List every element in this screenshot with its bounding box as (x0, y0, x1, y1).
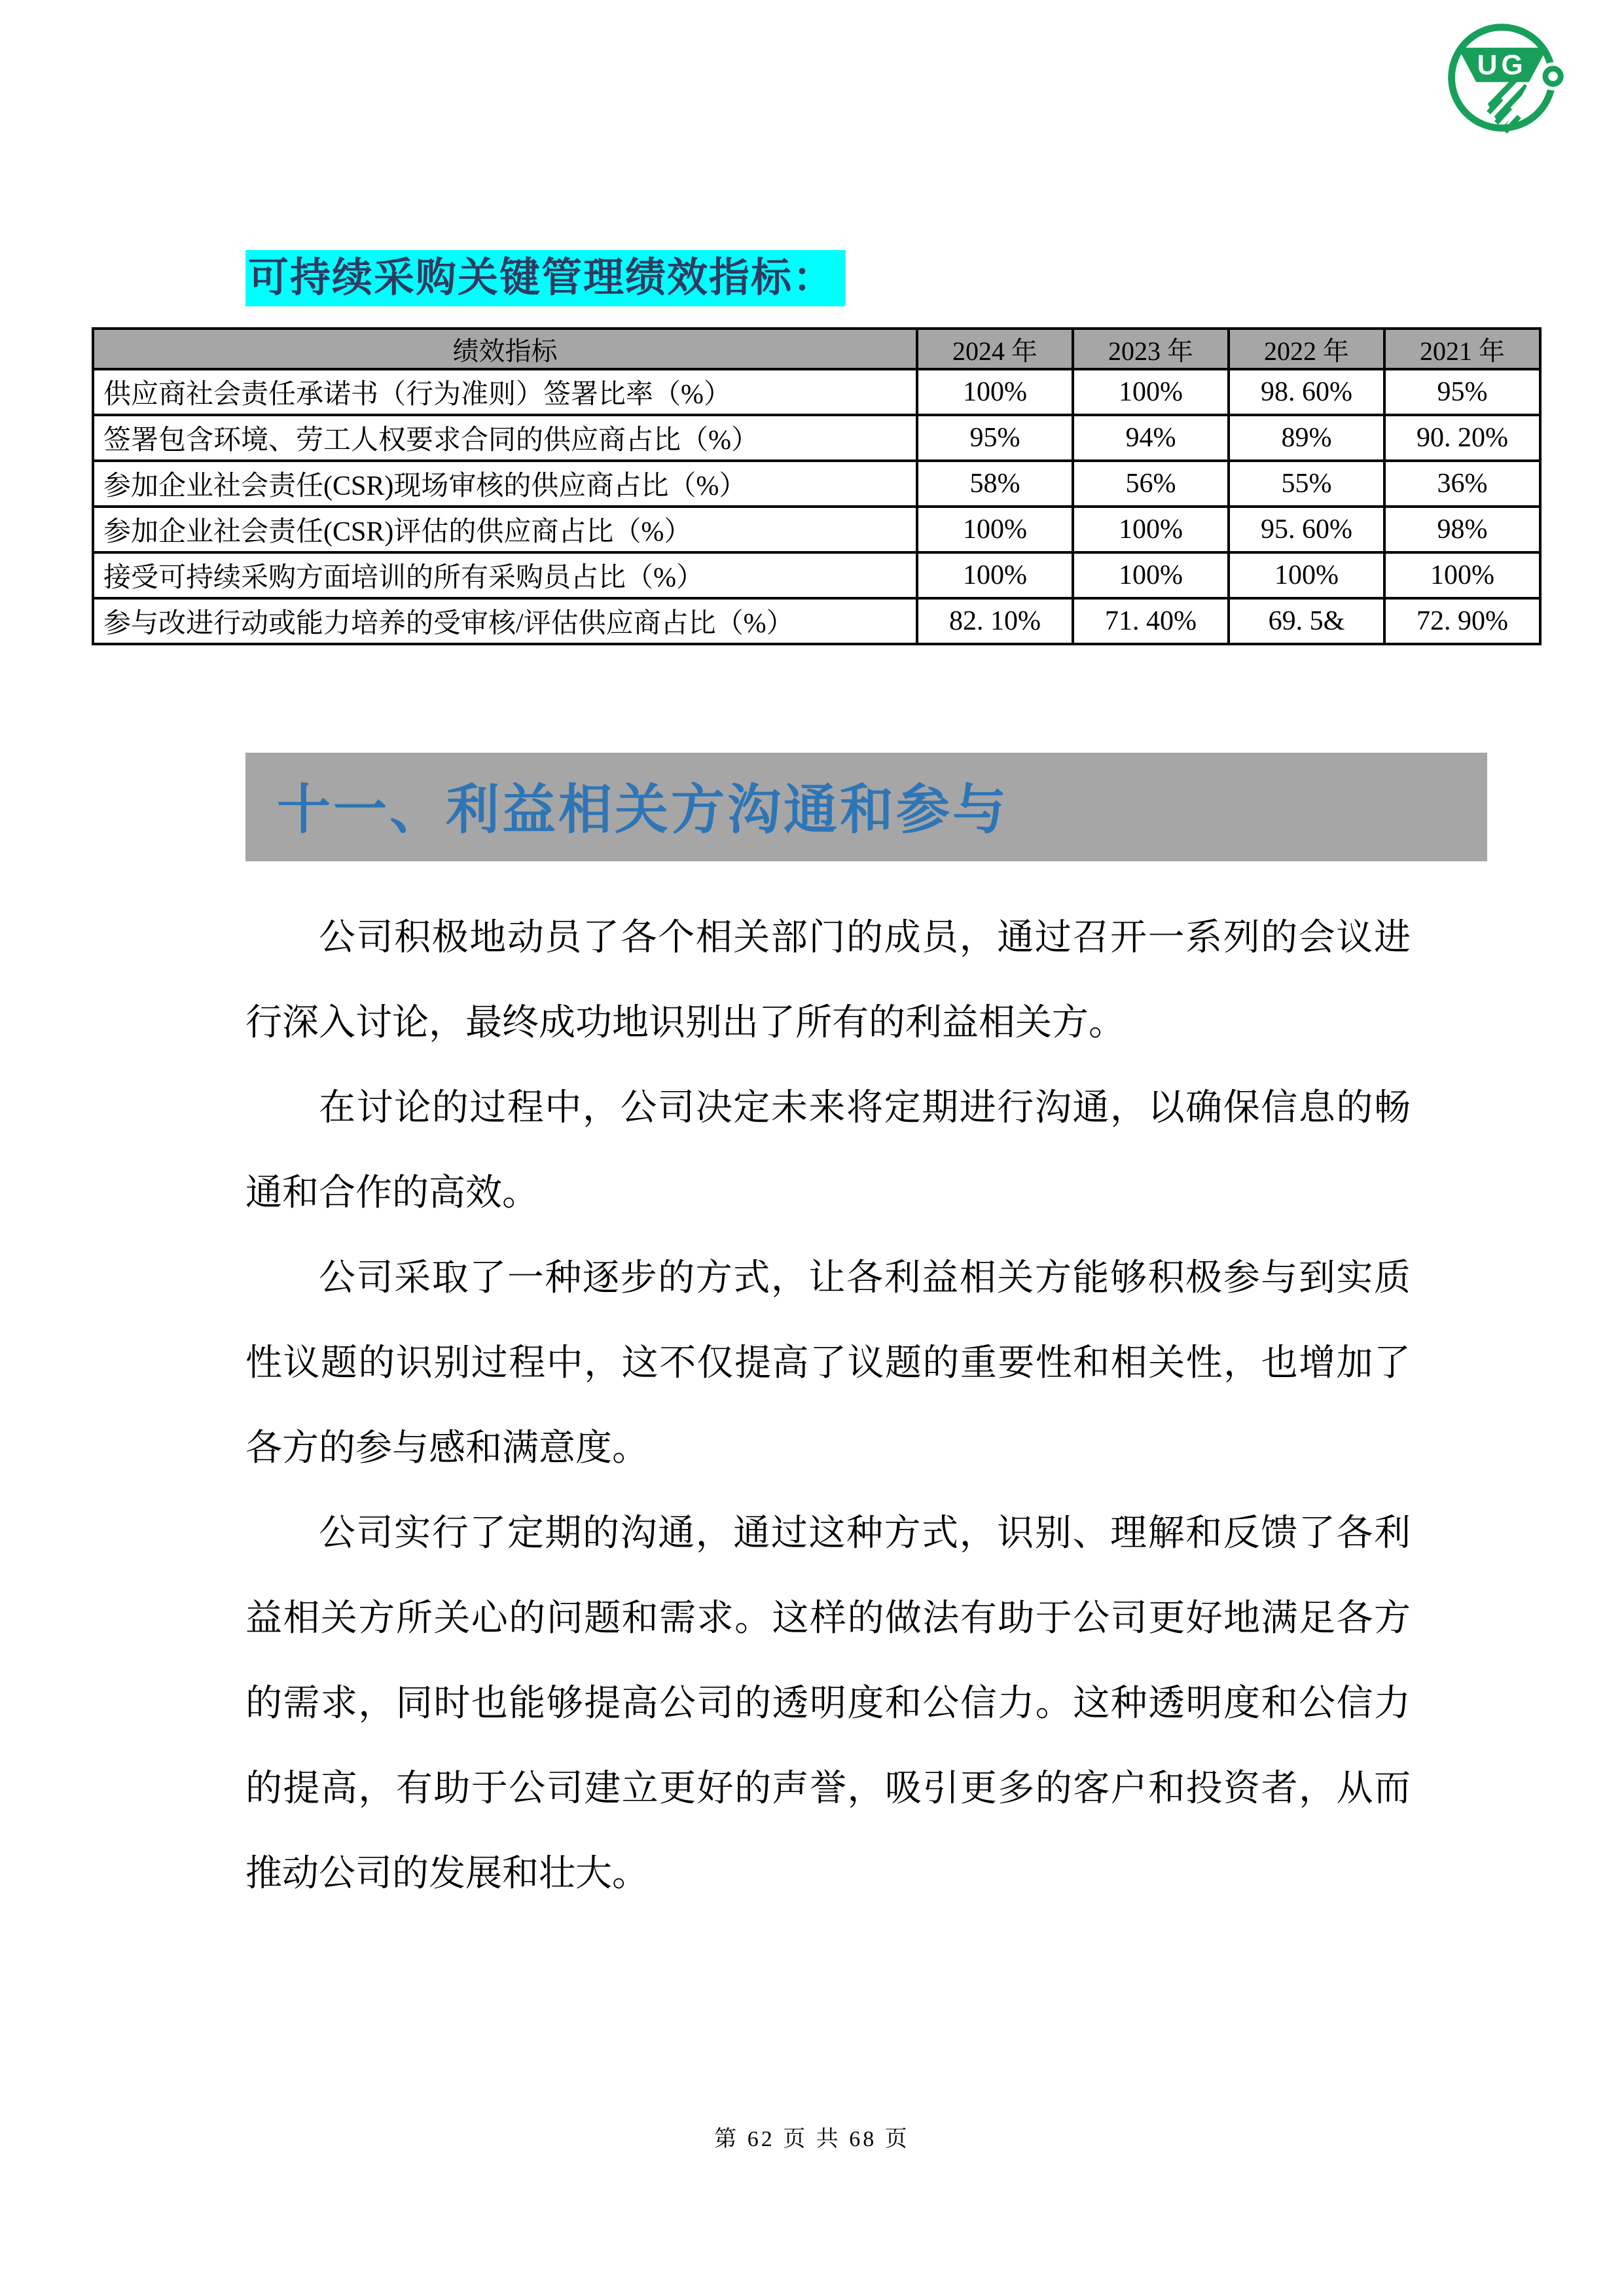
kpi-value-cell-2021: 72. 90% (1384, 598, 1540, 644)
section-title-banner (245, 753, 1487, 861)
body-paragraph: 公司采取了一种逐步的方式，让各利益相关方能够积极参与到实质性议题的识别过程中，这不仅提高了议题的重要性和相关性，也增加了各方的参与感和满意度。 (245, 1258, 1411, 1469)
kpi-value-cell-2022: 89% (1229, 415, 1384, 461)
kpi-value-cell-2024: 100% (917, 369, 1073, 415)
kpi-value-cell-2024: 100% (917, 552, 1073, 598)
kpi-value-cell-2022: 98. 60% (1229, 369, 1384, 415)
kpi-table-row (93, 598, 1540, 644)
body-paragraph: 在讨论的过程中，公司决定未来将定期进行沟通，以确保信息的畅通和合作的高效。 (245, 1088, 1411, 1213)
kpi-header-year-2021: 2021 年 (1384, 329, 1540, 369)
kpi-value-cell-2024: 58% (917, 461, 1073, 507)
kpi-header-year-2023: 2023 年 (1073, 329, 1229, 369)
kpi-indicator-cell: 参加企业社会责任(CSR)现场审核的供应商占比（%） (93, 461, 917, 507)
ug-logo-icon (1440, 16, 1568, 143)
kpi-value-cell-2022: 69. 5& (1229, 598, 1384, 644)
kpi-value-cell-2021: 95% (1384, 369, 1540, 415)
kpi-table-header-row (93, 329, 1540, 369)
kpi-value-cell-2023: 100% (1073, 552, 1229, 598)
kpi-value-cell-2022: 95. 60% (1229, 507, 1384, 552)
kpi-value-cell-2023: 100% (1073, 369, 1229, 415)
kpi-indicator-cell: 签署包含环境、劳工人权要求合同的供应商占比（%） (93, 415, 917, 461)
kpi-table-row (93, 415, 1540, 461)
kpi-value-cell-2024: 95% (917, 415, 1073, 461)
body-paragraph: 公司积极地动员了各个相关部门的成员，通过召开一系列的会议进行深入讨论，最终成功地识别出了所有的利益相关方。 (245, 918, 1411, 1043)
kpi-value-cell-2023: 100% (1073, 507, 1229, 552)
kpi-table-row (93, 552, 1540, 598)
kpi-indicator-cell: 供应商社会责任承诺书（行为准则）签署比率（%） (93, 369, 917, 415)
kpi-value-cell-2024: 82. 10% (917, 598, 1073, 644)
kpi-value-cell-2023: 71. 40% (1073, 598, 1229, 644)
kpi-header-year-2022: 2022 年 (1229, 329, 1384, 369)
kpi-value-cell-2024: 100% (917, 507, 1073, 552)
kpi-value-cell-2022: 100% (1229, 552, 1384, 598)
kpi-value-cell-2023: 94% (1073, 415, 1229, 461)
kpi-indicator-cell: 接受可持续采购方面培训的所有采购员占比（%） (93, 552, 917, 598)
section-title-text: 十一、利益相关方沟通和参与 (277, 780, 1009, 840)
page-number-text: 第 62 页 共 68 页 (714, 2127, 910, 2151)
kpi-table-row (93, 461, 1540, 507)
kpi-value-cell-2021: 98% (1384, 507, 1540, 552)
kpi-table-row (93, 369, 1540, 415)
kpi-value-cell-2021: 100% (1384, 552, 1540, 598)
page-footer (0, 2121, 1624, 2153)
kpi-section-heading (245, 250, 845, 306)
kpi-table-row (93, 507, 1540, 552)
kpi-value-cell-2021: 36% (1384, 461, 1540, 507)
kpi-table (92, 327, 1542, 645)
logo-letters: UG (1477, 49, 1527, 81)
kpi-value-cell-2021: 90. 20% (1384, 415, 1540, 461)
kpi-indicator-cell: 参加企业社会责任(CSR)评估的供应商占比（%） (93, 507, 917, 552)
kpi-value-cell-2022: 55% (1229, 461, 1384, 507)
company-logo (1440, 16, 1568, 143)
kpi-indicator-cell: 参与改进行动或能力培养的受审核/评估供应商占比（%） (93, 598, 917, 644)
kpi-header-year-2024: 2024 年 (917, 329, 1073, 369)
kpi-section-heading-text: 可持续采购关键管理绩效指标： (248, 256, 835, 300)
kpi-value-cell-2023: 56% (1073, 461, 1229, 507)
body-paragraph: 公司实行了定期的沟通，通过这种方式，识别、理解和反馈了各利益相关方所关心的问题和需求。这样的做法有助于公司更好地满足各方的需求，同时也能够提高公司的透明度和公信力。这种透明度和公信力的提高，有助于公司建立更好的声誉，吸引更多的客户和投资者，从而推动公司的发展和壮大。 (245, 1513, 1411, 1894)
kpi-header-indicator: 绩效指标 (93, 329, 917, 369)
body-text (245, 895, 1411, 1916)
